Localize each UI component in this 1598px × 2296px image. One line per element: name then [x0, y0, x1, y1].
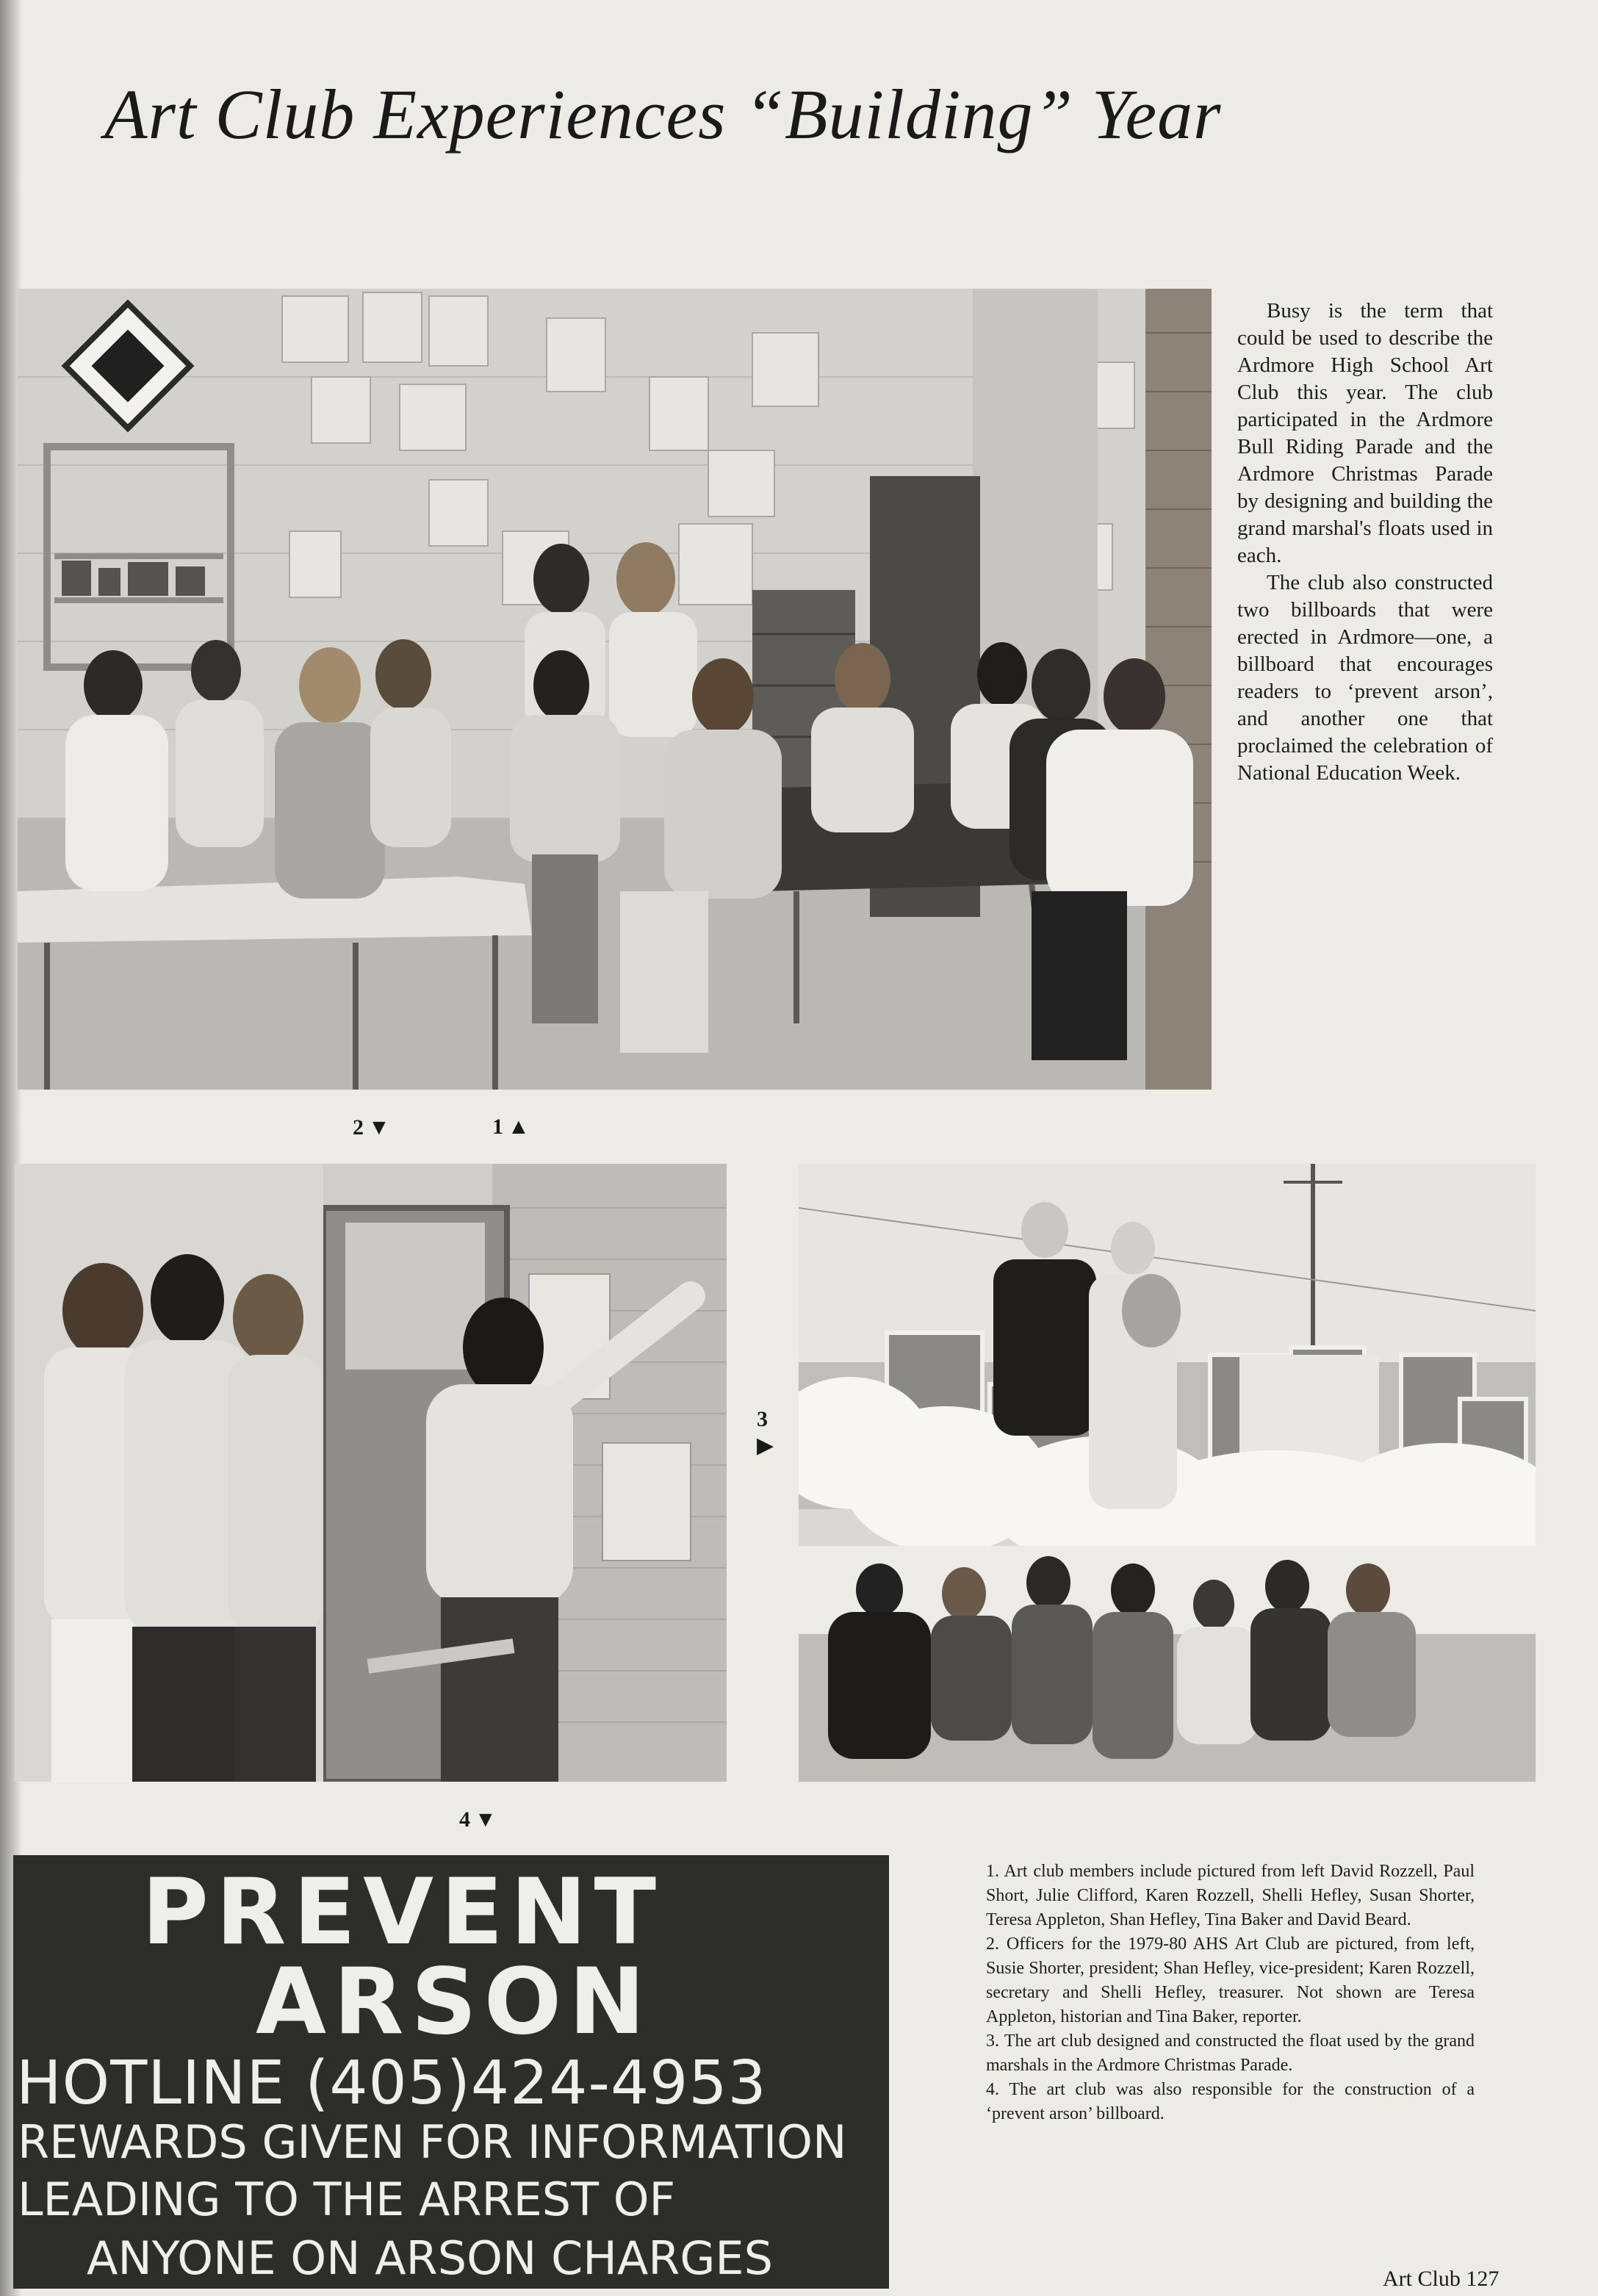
photo-club-members	[18, 289, 1212, 1090]
photo-captions	[986, 1860, 1475, 2126]
photo-marker-3	[757, 1407, 774, 1457]
photo-marker-2	[353, 1115, 390, 1140]
billboard-line: ARSON	[256, 1949, 652, 2055]
photo-club-officers	[15, 1164, 727, 1782]
caption-item: 3. The art club designed and constructed the float used by the grand marshals in the Ardmore Christmas Parade.	[986, 2032, 1475, 2075]
photo-marker-4	[459, 1807, 497, 1832]
caption-item: 1. Art club members include pictured from left David Rozzell, Paul Short, Julie Clifford, Karen Rozzell, Shelli Hefley, Susan Shorter, Teresa Appleton, Shan Hefley, Tina Baker and David Beard.	[986, 1862, 1475, 1929]
article-paragraph: Busy is the term that could be used to describe the Ardmore High School Art Club this year. The club participated in the Ardmore Bull Riding Parade and the Ardmore Christmas Parade by designing and building the grand marshal's floats used in each.	[1237, 299, 1493, 567]
marker-number: 3	[757, 1407, 768, 1431]
page-title: Art Club Experiences “Building” Year	[104, 75, 1222, 154]
page-folio: Art Club 127	[1383, 2267, 1500, 2291]
marker-number: 1	[492, 1115, 503, 1139]
caption-item: 2. Officers for the 1979-80 AHS Art Club are pictured, from left, Susie Shorter, president; Shan Hefley, vice-president; Karen Rozzell, secretary and Shelli Hefley, treasurer. Not shown are Teresa Appleton, historian and Tina Baker, reporter.	[986, 1935, 1475, 2026]
photo-club-members-image	[18, 289, 1212, 1090]
photo-club-officers-image	[15, 1164, 727, 1782]
marker-number: 2	[353, 1115, 364, 1140]
billboard-line: PREVENT	[142, 1860, 664, 1965]
caption-item: 4. The art club was also responsible for the construction of a ‘prevent arson’ billboard.	[986, 2080, 1475, 2123]
triangle-right-icon: ▶	[757, 1433, 774, 1458]
photo-prevent-arson-billboard	[13, 1855, 889, 2289]
article-body	[1237, 298, 1493, 787]
photo-parade-float-image	[799, 1164, 1536, 1782]
marker-number: 4	[459, 1807, 470, 1832]
billboard-line: REWARDS GIVEN FOR INFORMATION	[18, 2115, 847, 2169]
billboard-line: LEADING TO THE ARREST OF	[18, 2173, 676, 2226]
triangle-up-icon: ▲	[508, 1115, 530, 1139]
photo-parade-float	[799, 1164, 1536, 1782]
billboard-line: ANYONE ON ARSON CHARGES	[87, 2231, 773, 2285]
photo-marker-1	[492, 1115, 530, 1140]
triangle-down-icon: ▼	[475, 1807, 497, 1832]
billboard-line: HOTLINE (405)424-4953	[16, 2048, 767, 2118]
triangle-down-icon: ▼	[368, 1115, 390, 1140]
article-paragraph: The club also constructed two billboards that were erected in Ardmore—one, a billboard that encourages readers to ‘prevent arson’, and another one that proclaimed the celebration of National Education Week.	[1237, 571, 1493, 785]
